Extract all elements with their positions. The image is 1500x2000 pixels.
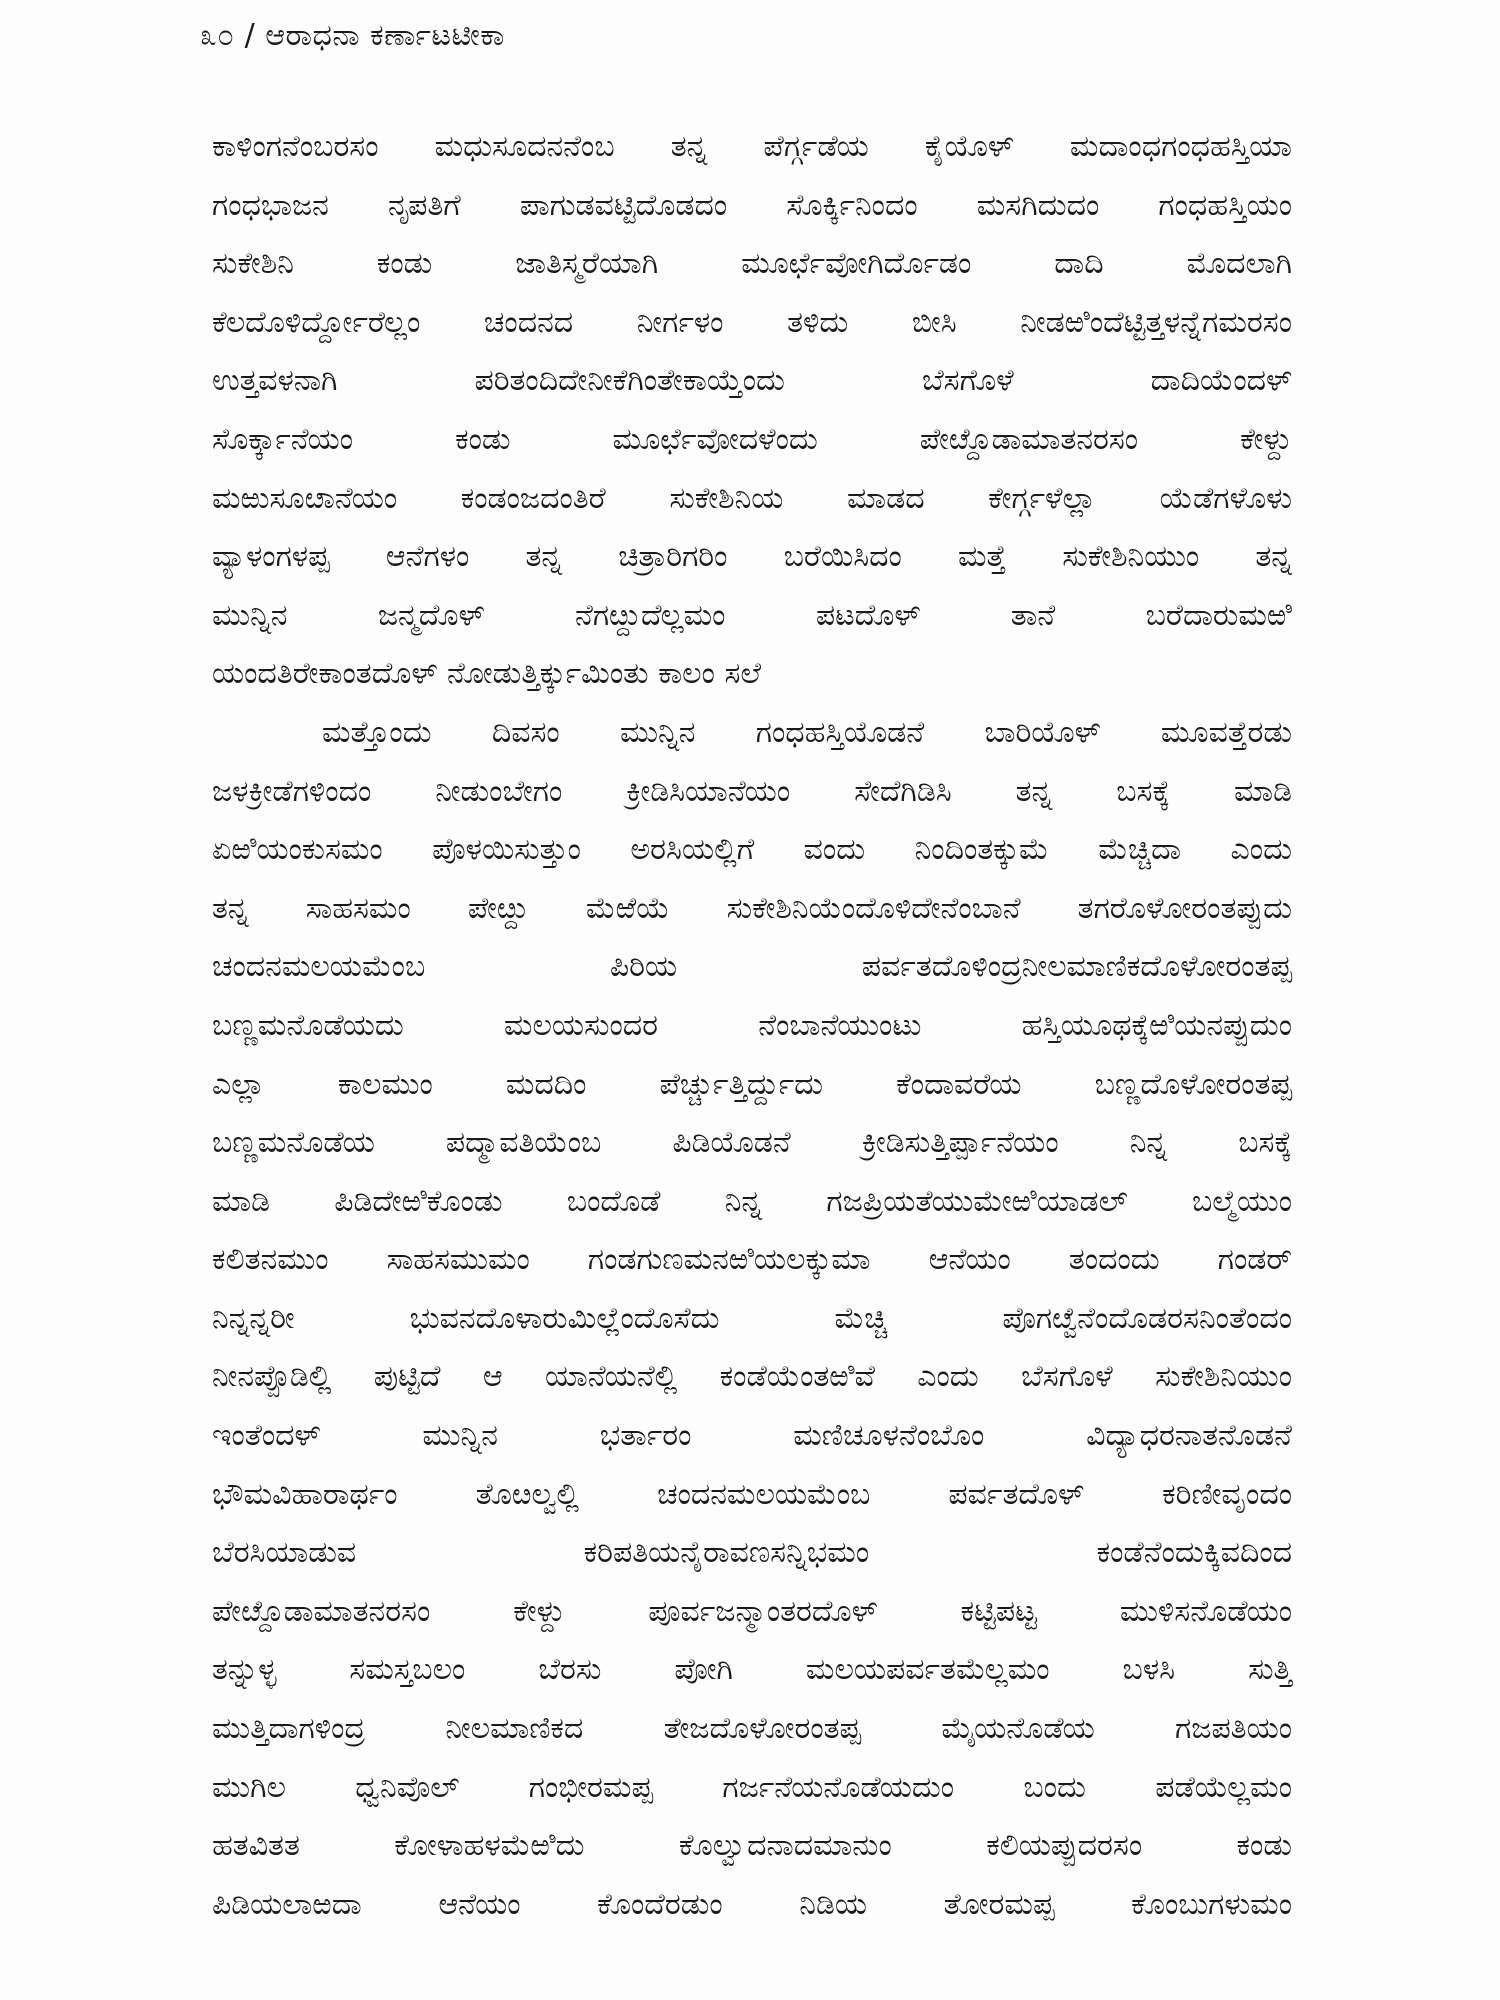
text-line: ಕೆಲದೊಳಿರ್ದ್ದೋರೆಲ್ಲಂ ಚಂದನದ ನೀರ್ಗಳಂ ತಳಿದು ಬೀಸಿ ನೀಡಱಿಂದೆಟ್ಟಿತ್ತಳನ್ನೆಗಮರಸಂ: [212, 304, 1292, 340]
text-line: ಬಣ್ಣಮನೊಡೆಯ ಪದ್ಮಾವತಿಯೆಂಬ ಪಿಡಿಯೊಡನೆ ಕ್ರೀಡಿಸುತ್ತಿರ್ಪ್ಪಾನೆಯಂ ನಿನ್ನ ಬಸಕ್ಕೆ: [212, 1125, 1292, 1161]
text-line: ಉತ್ತವಳನಾಗಿ ಪರಿತಂದಿದೇನೀಕೆಗಿಂತೇಕಾಯ್ತೆಂದು ಬೆಸಗೊಳೆ ದಾದಿಯೆಂದಳ್: [212, 363, 1292, 399]
header-separator: /: [244, 18, 256, 53]
text-line: ಪಿಡಿಯಲಾಱದಾ ಆನೆಯಂ ಕೊಂದೆರಡುಂ ನಿಡಿಯ ತೋರಮಪ್ಪ ಕೊಂಬುಗಳುಮಂ: [212, 1886, 1292, 1922]
text-line: ಬಣ್ಣಮನೊಡೆಯದು ಮಲಯಸುಂದರ ನೆಂಬಾನೆಯುಂಟು ಹಸ್ತಿಯೂಥಕ್ಕೆಱಿಯನಪ್ಪುದುಂ: [212, 1007, 1292, 1043]
text-line: ಕಾಳಿಂಗನೆಂಬರಸಂ ಮಧುಸೂದನನೆಂಬ ತನ್ನ ಪೆರ್ಗ್ಗಡೆಯ ಕೈಯೊಳ್ ಮದಾಂಧಗಂಧಹಸ್ತಿಯಾ: [212, 129, 1292, 164]
paragraph-2: [212, 704, 1292, 1934]
text-line: ಇಂತೆಂದಳ್ ಮುನ್ನಿನ ಭರ್ತಾರಂ ಮಣಿಚೂಳನೆಂಬೊಂ ವಿದ್ಯಾಧರನಾತನೊಡನೆ: [212, 1418, 1292, 1454]
text-line: ಮತ್ತೊಂದು ದಿವಸಂ ಮುನ್ನಿನ ಗಂಧಹಸ್ತಿಯೊಡನೆ ಬಾರಿಯೊಳ್ ಮೂವತ್ತೆರಡು: [322, 714, 1292, 750]
text-line: ಎಲ್ಲಾ ಕಾಲಮುಂ ಮದದಿಂ ಪೆರ್ಚ್ಚುತ್ತಿರ್ದ್ದುದು ಕೆಂದಾವರೆಯ ಬಣ್ಣದೊಳೋರಂತಪ್ಪ: [212, 1066, 1292, 1102]
text-line: ಬೆರಸಿಯಾಡುವ ಕರಿಪತಿಯನೈರಾವಣಸನ್ನಿಭಮಂ ಕಂಡೆನೆಂದುಕ್ಕಿವದಿಂದ: [212, 1535, 1292, 1571]
text-line: ವ್ಯಾಳಂಗಳಪ್ಪ ಆನೆಗಳಂ ತನ್ನ ಚಿತ್ರಾರಿಗರಿಂ ಬರೆಯಿಸಿದಂ ಮತ್ತೆ ಸುಕೇಶಿನಿಯುಂ ತನ್ನ: [212, 539, 1292, 575]
text-line: ಗಂಧಭಾಜನ ನೃಪತಿಗೆ ಪಾಗುಡವಟ್ಟಿದೊಡದಂ ಸೊರ್ಕ್ಕಿನಿಂದಂ ಮಸಗಿದುದಂ ಗಂಧಹಸ್ತಿಯಂ: [212, 187, 1292, 223]
text-line: ಭೌಮವಿಹಾರಾರ್ಥಂ ತೊೞಲ್ವಲ್ಲಿ ಚಂದನಮಲಯಮೆಂಬ ಪರ್ವತದೊಳ್ ಕರಿಣೀವೃಂದಂ: [212, 1476, 1292, 1512]
text-line: ಸುಕೇಶಿನಿ ಕಂಡು ಜಾತಿಸ್ಮರೆಯಾಗಿ ಮೂರ್ಛೆವೋಗಿರ್ದೊಡಂ ದಾದಿ ಮೊದಲಾಗಿ: [212, 246, 1292, 282]
text-line: ನೀನಪ್ಪೊಡಿಲ್ಲಿ ಪುಟ್ಟಿದೆ ಆ ಯಾನೆಯನೆಲ್ಲಿ ಕಂಡೆಯೆಂತಱಿವೆ ಎಂದು ಬೆಸಗೊಳೆ ಸುಕೇಶಿನಿಯುಂ: [212, 1359, 1292, 1395]
text-line: ಪೇೞ್ದೊಡಾಮಾತನರಸಂ ಕೇಳ್ದು ಪೂರ್ವಜನ್ಮಾಂತರದೊಳ್ ಕಟ್ಟಿಪಟ್ಟ ಮುಳಿಸನೊಡೆಯಂ: [212, 1593, 1292, 1629]
text-line: ತನ್ನ ಸಾಹಸಮಂ ಪೇೞ್ದು ಮೆಱೆಯೆ ಸುಕೇಶಿನಿಯೆಂದೊಳಿದೇನೆಂಬಾನೆ ತಗರೊಳೋರಂತಪ್ಪುದು: [212, 890, 1292, 926]
text-line: ಮುತ್ತಿದಾಗಳಿಂದ್ರ ನೀಲಮಾಣಿಕದ ತೇಜದೊಳೋರಂತಪ್ಪ ಮೈಯನೊಡೆಯ ಗಜಪತಿಯಂ: [212, 1711, 1292, 1747]
text-line: ನಿನ್ನನ್ನರೀ ಭುವನದೊಳಾರುಮಿಲ್ಲೆಂದೊಸೆದು ಮೆಚ್ಚಿ ಪೊಗೞ್ವೆನೆಂದೊಡರಸನಿಂತೆಂದಂ: [212, 1300, 1292, 1336]
text-line: ಮಱುಸೂೞಾನೆಯಂ ಕಂಡಂಜದಂತಿರೆ ಸುಕೇಶಿನಿಯ ಮಾಡದ ಕೇರ್ಗ್ಗಳೆಲ್ಲಾ ಯೆಡೆಗಳೊಳು: [212, 480, 1292, 516]
text-line: ಏಱಿಯಂಕುಸಮಂ ಪೊಳಯಿಸುತ್ತುಂ ಅರಸಿಯಲ್ಲಿಗೆ ವಂದು ನಿಂದಿಂತಕ್ಕುಮೆ ಮೆಚ್ಚಿದಾ ಎಂದು: [212, 832, 1292, 868]
running-head: [200, 16, 505, 56]
text-line: ಜಳಕ್ರೀಡೆಗಳಿಂದಂ ನೀಡುಂಬೇಗಂ ಕ್ರೀಡಿಸಿಯಾನೆಯಂ ಸೇದೆಗಿಡಿಸಿ ತನ್ನ ಬಸಕ್ಕೆ ಮಾಡಿ: [212, 773, 1292, 809]
text-line: ಹತವಿತತ ಕೋಳಾಹಳಮೆಱಿದು ಕೊಲ್ವುದನಾದಮಾನುಂ ಕಲಿಯಪ್ಪುದರಸಂ ಕಂಡು: [212, 1828, 1292, 1864]
text-line: ಮಾಡಿ ಪಿಡಿದೇಱಿಕೊಂಡು ಬಂದೊಡೆ ನಿನ್ನ ಗಜಪ್ರಿಯತೆಯುಮೇಱಿಯಾಡಲ್ ಬಲ್ಮೆಯುಂ: [212, 1183, 1292, 1219]
page-number: ೩೦: [200, 18, 235, 53]
text-line: ಮುಗಿಲ ಧ್ವನಿವೊಲ್ ಗಂಭೀರಮಪ್ಪ ಗರ್ಜನೆಯನೊಡೆಯದುಂ ಬಂದು ಪಡೆಯೆಲ್ಲಮಂ: [212, 1769, 1292, 1805]
paragraph-1: [212, 118, 1292, 704]
text-line: ಕಲಿತನಮುಂ ಸಾಹಸಮುಮಂ ಗಂಡಗುಣಮನಱಿಯಲಕ್ಕುಮಾ ಆನೆಯಂ ತಂದಂದು ಗಂಡರ್: [212, 1242, 1292, 1278]
book-title: ಆರಾಧನಾ ಕರ್ಣಾಟಟೀಕಾ: [265, 18, 505, 53]
text-line: ಚಂದನಮಲಯಮೆಂಬ ಪಿರಿಯ ಪರ್ವತದೊಳಿಂದ್ರನೀಲಮಾಣಿಕದೊಳೋರಂತಪ್ಪ: [212, 949, 1292, 985]
text-line: ಮುನ್ನಿನ ಜನ್ಮದೊಳ್ ನೆಗೞ್ದುದೆಲ್ಲಮಂ ಪಟದೊಳ್ ತಾನೆ ಬರೆದಾರುಮಱಿ: [212, 597, 1292, 633]
text-line: ತನ್ನುಳ್ಳ ಸಮಸ್ತಬಲಂ ಬೆರಸು ಪೋಗಿ ಮಲಯಪರ್ವತಮೆಲ್ಲಮಂ ಬಳಸಿ ಸುತ್ತಿ: [212, 1652, 1292, 1688]
body-text: [212, 118, 1292, 1934]
text-line: ಯಂದತಿರೇಕಾಂತದೊಳ್ ನೋಡುತ್ತಿರ್ಕ್ಕುಮಿಂತು ಕಾಲಂ ಸಲೆ: [212, 656, 762, 692]
text-line: ಸೊರ್ಕ್ಕಾನೆಯಂ ಕಂಡು ಮೂರ್ಛೆವೋದಳೆಂದು ಪೇೞ್ದೊಡಾಮಾತನರಸಂ ಕೇಳ್ದು: [212, 421, 1292, 457]
